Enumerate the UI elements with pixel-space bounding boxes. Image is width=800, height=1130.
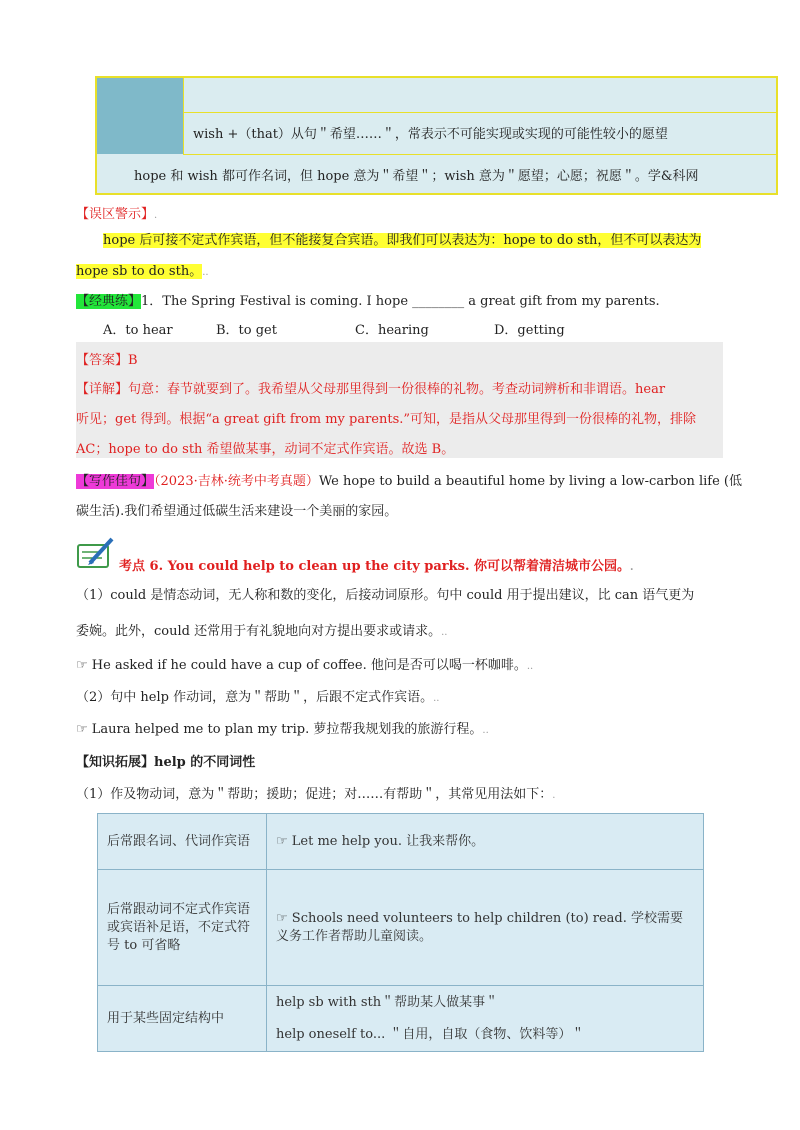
hope-wish-noun-text: hope 和 wish 都可作名词，但 hope 意为＂希望＂；wish 意为＂愿望；心愿；祝愿＂。学&科网 xyxy=(134,169,699,184)
writing-source: （2023·吉林·统考中考真题） xyxy=(154,474,319,489)
extend-tag: 【知识拓展】 xyxy=(76,755,155,770)
wish-usage-text: wish +（that）从句＂希望……＂，常表示不可能实现或实现的可能性较小的愿望 xyxy=(193,127,668,142)
example2: ☞ Laura helped me to plan my trip. 萝拉帮我规划我的旅游行程。.. xyxy=(76,722,489,737)
table-row xyxy=(98,870,704,986)
usage-cell: 用于某些固定结构中 xyxy=(98,986,267,1052)
fixed-structure-1: help sb with sth＂帮助某人做某事＂ xyxy=(276,994,499,1010)
table-row xyxy=(98,986,704,1052)
example-cell xyxy=(267,986,704,1052)
explain-line3: AC；hope to do sth 希望做某事，动词不定式作宾语。故选 B。 xyxy=(76,442,455,457)
table-shaded-cell xyxy=(97,78,184,154)
table-cell-hope-wish xyxy=(97,154,776,193)
usage-cell: 后常跟动词不定式作宾语或宾语补足语，不定式符号 to 可省略 xyxy=(98,870,267,986)
extend-heading xyxy=(76,751,255,770)
note1-line2: 委婉。此外，could 还常用于有礼貌地向对方提出要求或请求。.. xyxy=(76,624,448,639)
writing-line2: 碳生活).我们希望通过低碳生活来建设一个美丽的家园。 xyxy=(76,504,398,519)
fixed-structure-2: help oneself to... ＂自用，自取（食物、饮料等）＂ xyxy=(276,1026,585,1042)
misuse-line2: hope sb to do sth。.. xyxy=(76,264,209,279)
usage-cell: 后常跟名词、代词作宾语 xyxy=(98,814,267,870)
extend-title: help 的不同词性 xyxy=(154,755,256,770)
option-a: A．to hear xyxy=(103,323,173,338)
note2: （2）句中 help 作动词，意为＂帮助＂，后跟不定式作宾语。.. xyxy=(76,690,440,705)
example-cell: ☞ Let me help you. 让我来帮你。 xyxy=(267,814,704,870)
writing-tag: 【写作佳句】 xyxy=(76,474,155,489)
notebook-pen-icon xyxy=(76,535,116,569)
explain-line2: 听见；get 得到。根据“a great gift from my parents.”可知，是指从父母那里得到一份很棒的礼物，排除 xyxy=(76,412,697,427)
point-title: 考点 6. You could help to clean up the city parks. 你可以帮着清洁城市公园。. xyxy=(119,559,634,574)
table-empty-cell xyxy=(183,78,776,113)
option-d: D．getting xyxy=(494,323,565,338)
option-c: C．hearing xyxy=(355,323,429,338)
misuse-section: 【误区警示】. xyxy=(76,207,158,222)
help-usage-table xyxy=(97,813,704,1052)
exercise-question: 【经典练】1．The Spring Festival is coming. I hope ________ a great gift from my parents. xyxy=(76,294,660,309)
misuse-line1: hope 后可接不定式作宾语，但不能接复合宾语。即我们可以表达为：hope to do sth，但不可以表达为 xyxy=(103,233,702,248)
table-cell-wish xyxy=(183,112,776,155)
exercise-tag: 【经典练】 xyxy=(76,294,142,309)
option-b: B．to get xyxy=(216,323,277,338)
answer-box xyxy=(76,342,723,458)
extend-intro: （1）作及物动词，意为＂帮助；援助；促进；对……有帮助＂，其常见用法如下：. xyxy=(76,787,556,802)
explain-line1: 【详解】句意：春节就要到了。我希望从父母那里得到一份很棒的礼物。考查动词辨析和非谓语。hear xyxy=(76,382,666,397)
note1-line1: （1）could 是情态动词，无人称和数的变化，后接动词原形。句中 could 用于提出建议，比 can 语气更为 xyxy=(76,588,695,603)
example1: ☞ He asked if he could have a cup of coffee. 他问是否可以喝一杯咖啡。.. xyxy=(76,658,534,673)
writing-line1: 【写作佳句】（2023·吉林·统考中考真题）We hope to build a beautiful home by living a low-carbon life (低 xyxy=(76,474,742,489)
table-row xyxy=(98,814,704,870)
answer-label: 【答案】B xyxy=(76,353,138,368)
misuse-tag: 【误区警示】 xyxy=(76,207,155,222)
example-cell: ☞ Schools need volunteers to help children (to) read. 学校需要义务工作者帮助儿童阅读。 xyxy=(267,870,704,986)
wish-hope-table xyxy=(95,76,778,195)
